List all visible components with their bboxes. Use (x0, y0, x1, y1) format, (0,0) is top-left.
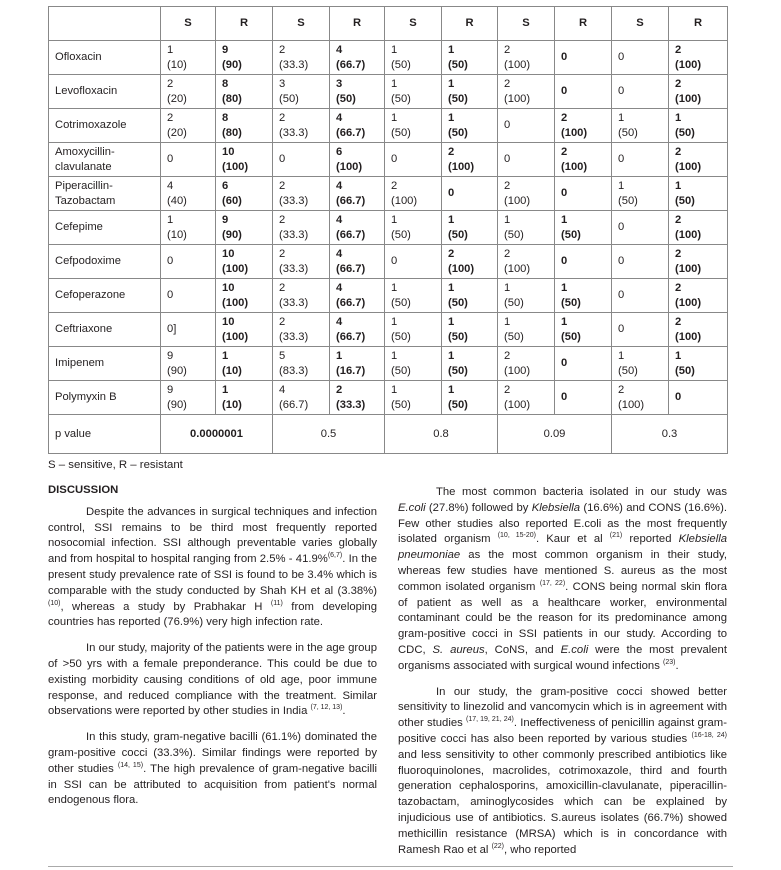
resistant-cell: 1 (50) (442, 41, 498, 75)
resistant-cell: 10 (100) (216, 279, 273, 313)
resistant-cell: 9 (90) (216, 41, 273, 75)
table-header-row (49, 7, 728, 41)
table-row (49, 75, 728, 109)
discussion-heading: DISCUSSION (48, 484, 119, 496)
sensitive-cell: 1 (50) (498, 313, 555, 347)
sensitive-cell: 0 (161, 279, 216, 313)
right-column (398, 483, 727, 868)
sensitive-cell: 0 (612, 279, 669, 313)
resistant-cell: 1 (50) (442, 109, 498, 143)
sensitive-cell: 1 (50) (498, 211, 555, 245)
resistant-cell: 2 (33.3) (330, 381, 385, 415)
resistant-cell: 4 (66.7) (330, 41, 385, 75)
drug-name-cell: Ceftriaxone (49, 313, 161, 347)
resistant-cell: 2 (100) (669, 313, 728, 347)
sensitive-cell: 1 (50) (385, 381, 442, 415)
header-resistant: R (555, 7, 612, 41)
resistant-cell: 2 (100) (442, 143, 498, 177)
resistant-cell: 8 (80) (216, 75, 273, 109)
sensitive-cell: 2 (33.3) (273, 279, 330, 313)
header-sensitive: S (498, 7, 555, 41)
resistant-cell: 4 (66.7) (330, 211, 385, 245)
drug-name-cell: Cefpodoxime (49, 245, 161, 279)
pvalue-row (49, 415, 728, 454)
sensitive-cell: 1 (50) (385, 109, 442, 143)
sensitive-cell: 0 (612, 41, 669, 75)
resistant-cell: 1 (50) (669, 177, 728, 211)
sensitive-cell: 2 (100) (498, 245, 555, 279)
sensitive-cell: 0 (273, 143, 330, 177)
sensitive-cell: 0 (612, 75, 669, 109)
resistant-cell: 1 (50) (669, 347, 728, 381)
resistant-cell: 1 (50) (442, 347, 498, 381)
table-row (49, 245, 728, 279)
drug-name-cell: Amoxycillin- clavulanate (49, 143, 161, 177)
sensitive-cell: 1 (50) (385, 347, 442, 381)
footer-rule (48, 866, 733, 867)
resistant-cell: 4 (66.7) (330, 313, 385, 347)
table-row (49, 177, 728, 211)
resistant-cell: 1 (10) (216, 381, 273, 415)
sensitive-cell: 0 (385, 143, 442, 177)
sensitive-cell: 5 (83.3) (273, 347, 330, 381)
resistant-cell: 1 (50) (555, 313, 612, 347)
sensitive-cell: 0 (161, 143, 216, 177)
sensitive-cell: 1 (50) (385, 211, 442, 245)
sensitive-cell: 2 (100) (498, 75, 555, 109)
pvalue-cell: 0.09 (498, 415, 612, 454)
pvalue-cell: 0.8 (385, 415, 498, 454)
left-column (48, 483, 377, 819)
resistant-cell: 0 (555, 177, 612, 211)
sensitive-cell: 1 (50) (612, 347, 669, 381)
sensitive-cell: 0] (161, 313, 216, 347)
table-row (49, 279, 728, 313)
resistant-cell: 6 (100) (330, 143, 385, 177)
resistant-cell: 0 (555, 245, 612, 279)
sensitive-cell: 1 (10) (161, 211, 216, 245)
resistant-cell: 1 (16.7) (330, 347, 385, 381)
resistant-cell: 2 (100) (669, 245, 728, 279)
body-paragraph: In our study, majority of the patients were in the age group of >50 yrs with a female preponderance. This could be due to existing morbidity causing conditions of old age, poor immune response, and reduced compliance with the treatment. Similar observations were reported by other studies in India $^{(7, 12, 13)}$. (48, 642, 377, 718)
drug-name-cell: Imipenem (49, 347, 161, 381)
sensitive-cell: 0 (612, 211, 669, 245)
pvalue-cell: 0.3 (612, 415, 728, 454)
resistant-cell: 4 (66.7) (330, 177, 385, 211)
resistant-cell: 10 (100) (216, 143, 273, 177)
resistant-cell: 1 (50) (442, 211, 498, 245)
resistant-cell: 2 (100) (669, 143, 728, 177)
table-row (49, 109, 728, 143)
sensitive-cell: 1 (50) (612, 109, 669, 143)
resistant-cell: 0 (555, 381, 612, 415)
sensitive-cell: 2 (33.3) (273, 245, 330, 279)
sensitive-cell: 0 (161, 245, 216, 279)
resistant-cell: 1 (50) (669, 109, 728, 143)
resistant-cell: 0 (555, 347, 612, 381)
sensitive-cell: 2 (33.3) (273, 109, 330, 143)
table-row (49, 211, 728, 245)
sensitive-cell: 2 (33.3) (273, 177, 330, 211)
resistant-cell: 6 (60) (216, 177, 273, 211)
sensitive-cell: 2 (33.3) (273, 313, 330, 347)
resistant-cell: 2 (100) (669, 211, 728, 245)
drug-name-cell: Piperacillin- Tazobactam (49, 177, 161, 211)
header-sensitive: S (385, 7, 442, 41)
header-blank-cell (49, 7, 161, 41)
sensitive-cell: 0 (612, 143, 669, 177)
resistant-cell: 1 (50) (442, 381, 498, 415)
resistant-cell: 1 (50) (442, 75, 498, 109)
sensitive-cell: 0 (385, 245, 442, 279)
sensitive-cell: 2 (20) (161, 109, 216, 143)
sensitive-cell: 2 (33.3) (273, 211, 330, 245)
sensitive-cell: 2 (100) (385, 177, 442, 211)
resistant-cell: 4 (66.7) (330, 245, 385, 279)
resistant-cell: 0 (555, 41, 612, 75)
resistant-cell: 2 (100) (555, 143, 612, 177)
resistant-cell: 3 (50) (330, 75, 385, 109)
resistant-cell: 8 (80) (216, 109, 273, 143)
pvalue-cell: 0.5 (273, 415, 385, 454)
resistant-cell: 2 (100) (555, 109, 612, 143)
resistant-cell: 1 (10) (216, 347, 273, 381)
sensitive-cell: 9 (90) (161, 347, 216, 381)
sensitive-cell: 2 (100) (498, 347, 555, 381)
resistant-cell: 1 (50) (555, 279, 612, 313)
sensitive-cell: 3 (50) (273, 75, 330, 109)
body-paragraph: The most common bacteria isolated in our study was E.coli (27.8%) followed by Klebsiella (16.6%) and CONS (16.6%). Few other studies also reported E.coli as the most frequently isolated organism $^{(10, 15-20)}$. Kaur et al $^{(21)}$ reported Klebsiella pneumoniae as the most common organism in their study, whereas few studies have mentioned S. aureus as the most common isolated organism $^{(17, 22)}$. CONS being normal skin flora of patient as well as a healthcare worker, environmental contaminant could be the reason for its predominance among gram-positive cocci in SSI patients in our study. According to CDC, S. aureus, CoNS, and E.coli were the most prevalent organisms associated with surgical wound infections $^{(23)}$. (398, 486, 727, 672)
body-paragraph: In this study, gram-negative bacilli (61.1%) dominated the gram-positive cocci (33.3%). Similar findings were reported by other studies $^{(14, 15)}$. The high prevalence of gram-negative bacilli in SSI can be attributed to acquisition from patient's normal endogenous flora. (48, 731, 378, 807)
header-resistant: R (669, 7, 728, 41)
sensitive-cell: 2 (33.3) (273, 41, 330, 75)
sensitive-cell: 1 (50) (385, 41, 442, 75)
resistant-cell: 10 (100) (216, 313, 273, 347)
table-legend: S – sensitive, R – resistant (48, 459, 183, 471)
table-row (49, 143, 728, 177)
sensitive-cell: 1 (50) (385, 279, 442, 313)
susceptibility-table (48, 6, 728, 454)
sensitive-cell: 1 (50) (612, 177, 669, 211)
resistant-cell: 1 (50) (442, 313, 498, 347)
header-resistant: R (330, 7, 385, 41)
header-sensitive: S (612, 7, 669, 41)
resistant-cell: 2 (100) (669, 41, 728, 75)
resistant-cell: 2 (100) (669, 279, 728, 313)
sensitive-cell: 4 (40) (161, 177, 216, 211)
sensitive-cell: 0 (498, 143, 555, 177)
sensitive-cell: 1 (10) (161, 41, 216, 75)
header-sensitive: S (161, 7, 216, 41)
resistant-cell: 0 (555, 75, 612, 109)
sensitive-cell: 0 (612, 313, 669, 347)
header-sensitive: S (273, 7, 330, 41)
sensitive-cell: 0 (612, 245, 669, 279)
sensitive-cell: 2 (100) (498, 41, 555, 75)
sensitive-cell: 2 (20) (161, 75, 216, 109)
header-resistant: R (442, 7, 498, 41)
drug-name-cell: Ofloxacin (49, 41, 161, 75)
resistant-cell: 1 (50) (442, 279, 498, 313)
resistant-cell: 2 (100) (669, 75, 728, 109)
drug-name-cell: Cefepime (49, 211, 161, 245)
resistant-cell: 0 (669, 381, 728, 415)
table-row (49, 347, 728, 381)
resistant-cell: 4 (66.7) (330, 279, 385, 313)
table-row (49, 313, 728, 347)
sensitive-cell: 1 (50) (385, 313, 442, 347)
table-row (49, 41, 728, 75)
sensitive-cell: 1 (50) (498, 279, 555, 313)
header-resistant: R (216, 7, 273, 41)
sensitive-cell: 4 (66.7) (273, 381, 330, 415)
sensitive-cell: 2 (100) (498, 177, 555, 211)
resistant-cell: 2 (100) (442, 245, 498, 279)
resistant-cell: 4 (66.7) (330, 109, 385, 143)
drug-name-cell: Cotrimoxazole (49, 109, 161, 143)
drug-name-cell: Levofloxacin (49, 75, 161, 109)
body-paragraph: Despite the advances in surgical techniques and infection control, SSI remains to be third most frequently reported nosocomial infection. SSI although preventable varies globally and from hospital to hospital ranging from 2.5% - 41.9%$^{(6,7)}$. In the present study prevalence rate of SSI is found to be 3.4% which is comparable with the study conducted by Shah KH et al (3.38%) $^{(10)}$, whereas a study by Prabhakar H $^{(11)}$ from developing countries has reported (76.9%) very high infection rate. (48, 505, 378, 629)
resistant-cell: 0 (442, 177, 498, 211)
resistant-cell: 10 (100) (216, 245, 273, 279)
drug-name-cell: Cefoperazone (49, 279, 161, 313)
sensitive-cell: 0 (498, 109, 555, 143)
pvalue-label: p value (49, 415, 161, 454)
resistant-cell: 9 (90) (216, 211, 273, 245)
resistant-cell: 1 (50) (555, 211, 612, 245)
sensitive-cell: 2 (100) (498, 381, 555, 415)
body-paragraph: In our study, the gram-positive cocci showed better sensitivity to linezolid and vancomycin which is in agreement with other studies $^{(17, 19, 21, 24)}$. Ineffectiveness of penicillin against gram-positive cocci has also been reported by various studies $^{(16-18, 24)}$ and less sensitivity to other commonly prescribed antibiotics like fluoroquinolones, macrolides, cotrimoxazole, third and fourth generation cephalosporins, amoxicillin-clavulanate, piperacillin-tazobactam, aminoglycosides which can be explained by injudicious use of antibiotics. S.aureus isolates (66.7%) showed methicillin resistance (MRSA) which is in concordance with Ramesh Rao et al $^{(22)}$, who reported (398, 685, 727, 856)
sensitive-cell: 1 (50) (385, 75, 442, 109)
sensitive-cell: 9 (90) (161, 381, 216, 415)
drug-name-cell: Polymyxin B (49, 381, 161, 415)
table-row (49, 381, 728, 415)
pvalue-cell: 0.0000001 (161, 415, 273, 454)
sensitive-cell: 2 (100) (612, 381, 669, 415)
